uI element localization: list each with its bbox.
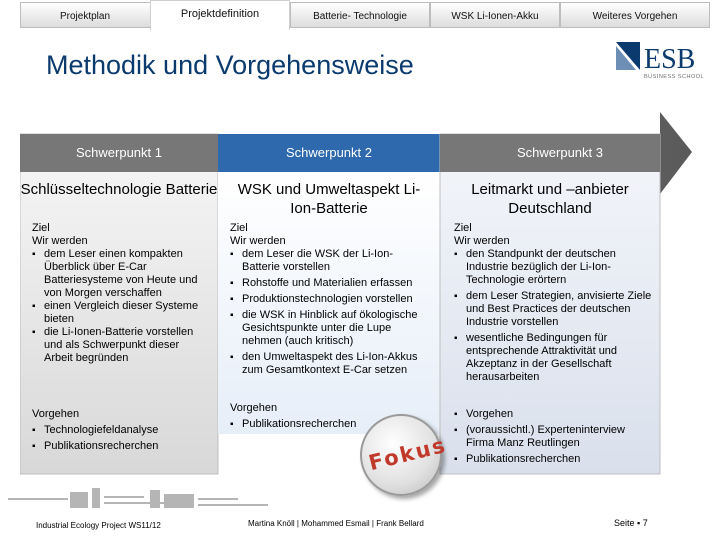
- column-2-ziel: [230, 222, 432, 377]
- list-item: ▪ Publikationsrecherchen: [32, 440, 210, 453]
- ziel-list: [454, 248, 652, 384]
- list-item: ▪ dem Leser die WSK der Li-Ion-Batterie vorstellen: [230, 248, 432, 274]
- list-item: ▪ dem Leser Strategien, anvisierte Ziele und Best Practices der deutschen Industrie vorstellen: [454, 290, 652, 329]
- ziel-intro: Wir werden: [32, 235, 88, 247]
- footer-authors: Martina Knöll | Mohammed Esmail | Frank Bellard: [248, 519, 424, 528]
- list-item: ▪ die WSK in Hinblick auf ökologische Gesichtspunkte unter die Lupe nehmen (auch kritisch): [230, 309, 432, 348]
- column-schwerpunkt-3: [440, 134, 660, 474]
- logo-text: ESB: [644, 44, 696, 75]
- column-3-vorgehen: [454, 408, 652, 466]
- ziel-label: Ziel: [454, 222, 472, 234]
- tab-batterie-technologie[interactable]: Batterie- Technologie: [313, 11, 407, 22]
- list-item: ▪ den Standpunkt der deutschen Industrie bezüglich der Li-Ion-Technologie erörtern: [454, 248, 652, 287]
- ziel-label: Ziel: [230, 222, 248, 234]
- tab-weiteres-vorgehen[interactable]: Weiteres Vorgehen: [592, 11, 678, 22]
- ziel-intro: Wir werden: [454, 235, 510, 247]
- list-item: ▪ die Li-Ionen-Batterie vorstellen und als Schwerpunkt dieser Arbeit begründen: [32, 326, 210, 365]
- logo-subtext: BUSINESS SCHOOL: [644, 74, 704, 80]
- column-1-ziel: [32, 222, 210, 365]
- ziel-list: [230, 248, 432, 377]
- column-1-subheader: Schlüsseltechnologie Batterie: [20, 181, 218, 198]
- list-item: ▪ Vorgehen: [454, 408, 652, 421]
- vorgehen-label: Vorgehen: [230, 402, 278, 414]
- tab-projektplan[interactable]: Projektplan: [59, 11, 111, 22]
- tab-wsk-li-ionen-akku[interactable]: WSK Li-Ionen-Akku: [451, 11, 539, 22]
- list-item: ▪ dem Leser einen kompakten Überblick über E-Car Batteriesysteme von Heute und von Morgen verschaffen: [32, 248, 210, 300]
- list-item: ▪ Publikationsrecherchen: [230, 418, 432, 431]
- ziel-list: [32, 248, 210, 365]
- fokus-text: Fokus: [366, 432, 450, 476]
- footer-decoration: [0, 486, 300, 514]
- column-2-subheader: WSK und Umweltaspekt Li-Ion-Batterie: [237, 181, 421, 217]
- top-navigation: [0, 0, 720, 34]
- list-item: ▪ Publikationsrecherchen: [454, 453, 652, 466]
- fokus-stamp: [360, 414, 450, 496]
- page-title: Methodik und Vorgehensweise: [46, 50, 414, 80]
- ziel-label: Ziel: [32, 222, 50, 234]
- column-3-ziel: [454, 222, 652, 384]
- vorgehen-list: [454, 408, 652, 466]
- footer-project: Industrial Ecology Project WS11/12: [36, 521, 161, 530]
- column-1-vorgehen: [32, 408, 210, 453]
- column-schwerpunkt-1: [20, 134, 218, 474]
- column-2-header: Schwerpunkt 2: [286, 145, 372, 160]
- list-item: ▪ Technologiefeldanalyse: [32, 424, 210, 437]
- list-item: ▪ wesentliche Bedingungen für entsprechende Attraktivität und Akzeptanz in der Gesellschaft herausarbeiten: [454, 332, 652, 384]
- list-item: ▪ Produktionstechnologien vorstellen: [230, 293, 432, 306]
- page-number: Seite ▪ 7: [614, 518, 648, 528]
- vorgehen-label: Vorgehen: [32, 408, 80, 420]
- ziel-intro: Wir werden: [230, 235, 286, 247]
- column-1-header: Schwerpunkt 1: [76, 145, 162, 160]
- column-3-header: Schwerpunkt 3: [517, 145, 603, 160]
- vorgehen-list: [32, 424, 210, 453]
- esb-logo-mark: [614, 40, 704, 80]
- tab-projektdefinition[interactable]: Projektdefinition: [180, 8, 260, 20]
- list-item: ▪ Rohstoffe und Materialien erfassen: [230, 277, 432, 290]
- list-item: ▪ einen Vergleich dieser Systeme bieten: [32, 300, 210, 326]
- column-3-subheader: Leitmarkt und –anbieter Deutschland: [471, 181, 629, 217]
- esb-logo: [614, 40, 704, 80]
- list-item: ▪ (voraussichtl.) Experteninterview Firma Manz Reutlingen: [454, 424, 652, 450]
- list-item: ▪ den Umweltaspekt des Li-Ion-Akkus zum Gesamtkontext E-Car setzen: [230, 351, 432, 377]
